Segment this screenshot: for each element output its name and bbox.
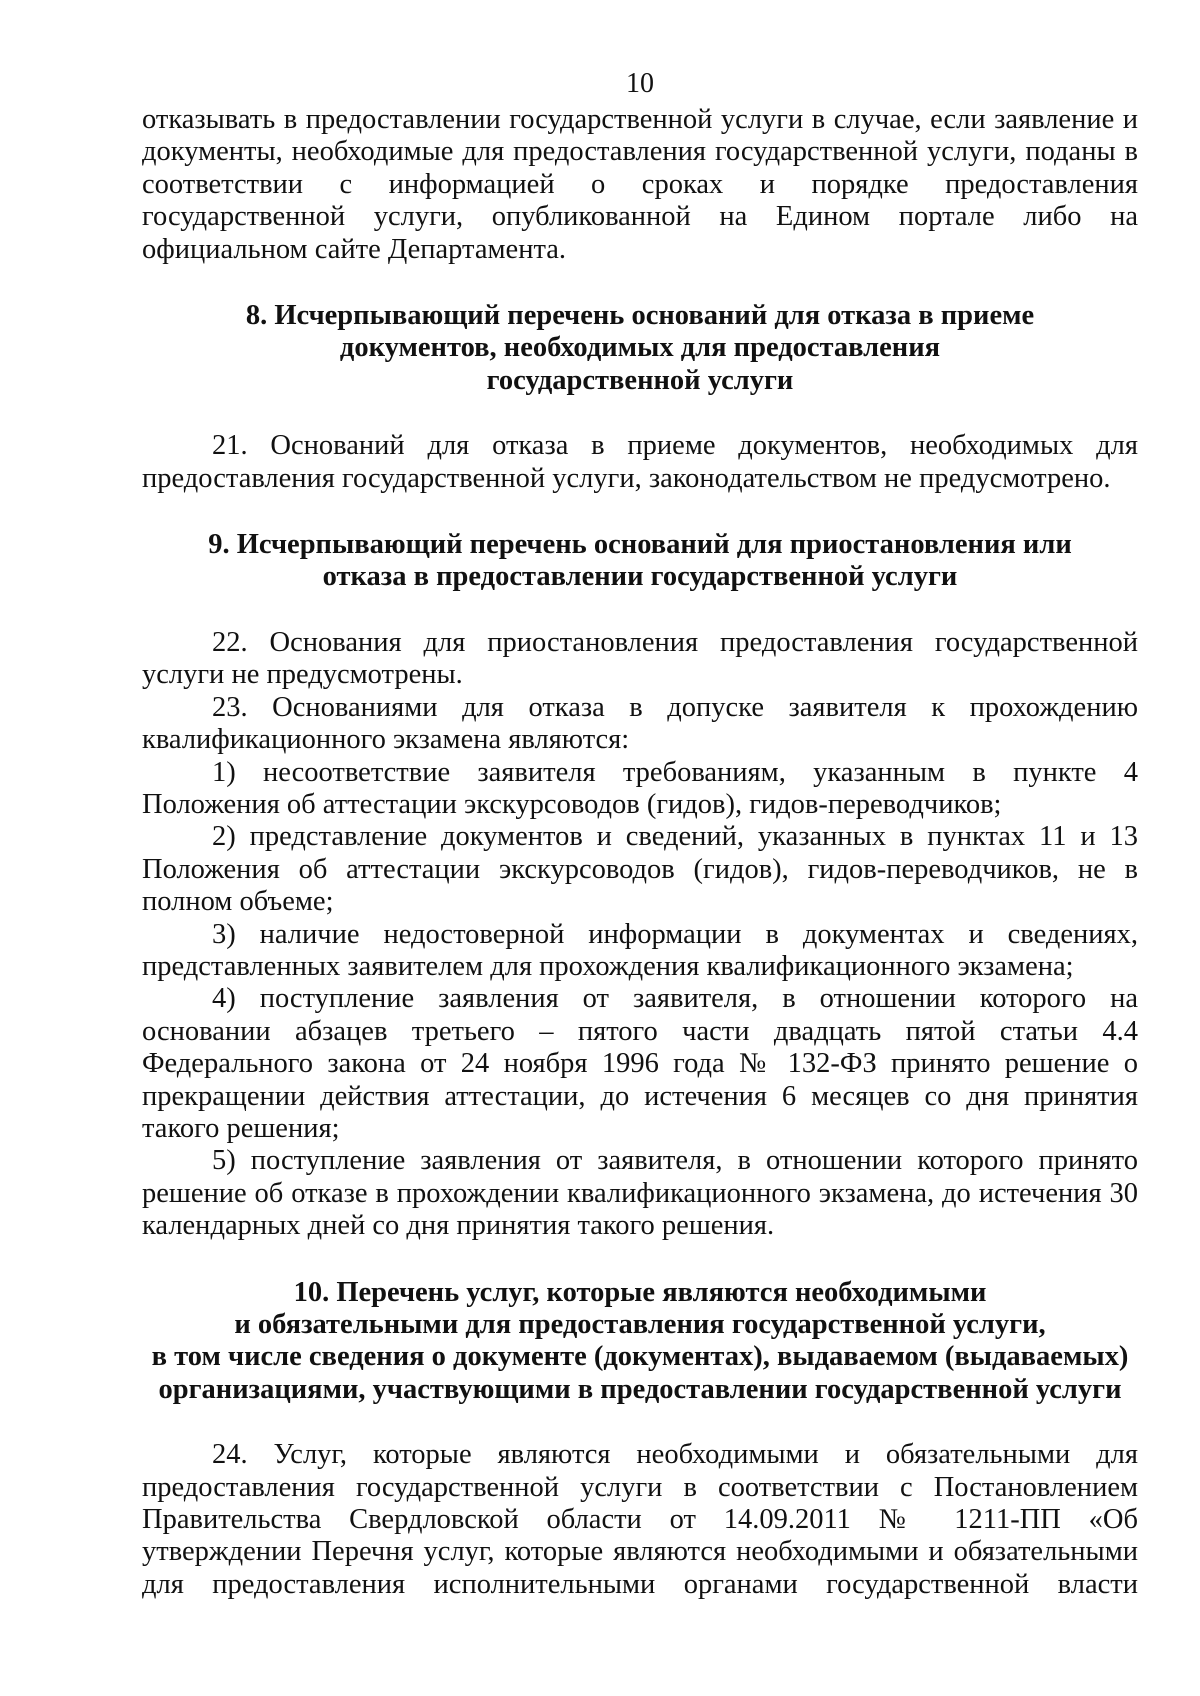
section-9-heading-line: отказа в предоставлении государственной услуги xyxy=(322,561,958,593)
section-9-heading-line: 9. Исчерпывающий перечень оснований для приостановления или xyxy=(208,529,1072,561)
section-8-heading-line: 8. Исчерпывающий перечень оснований для отказа в приеме xyxy=(245,300,1035,332)
paragraph-23: 23. Основаниями для отказа в допуске заявителя к прохождению квалификационного экзамена являются: xyxy=(142,691,1138,756)
section-10-heading-line: и обязательными для предоставления государственной услуги, xyxy=(234,1309,1046,1340)
section-8-heading xyxy=(142,300,1138,397)
paragraph-22: 22. Основания для приостановления предоставления государственной услуги не предусмотрены. xyxy=(142,626,1138,691)
section-10-heading-line: 10. Перечень услуг, которые являются необходимыми xyxy=(293,1276,987,1308)
document-page xyxy=(142,68,1138,1601)
section-8-heading-line: государственной услуги xyxy=(486,364,794,396)
list-item-3: 3) наличие недостоверной информации в документах и сведениях, представленных заявителем для прохождения квалификационного экзамена; xyxy=(142,918,1138,982)
paragraph-24: 24. Услуг, которые являются необходимыми и обязательными для предоставления государственной услуги в соответствии с Постановлением Правительства Свердловской области от 14.09.2011 № 1211-ПП «Об утверждении Перечня услуг, которые являются необходимыми и обязательными для предоставления исполнительными органами государственной власти xyxy=(142,1439,1138,1600)
section-9-heading xyxy=(142,529,1138,594)
paragraph-21: 21. Оснований для отказа в приеме документов, необходимых для предоставления государственной услуги, законодательством не предусмотрено. xyxy=(142,430,1138,494)
list-item-2: 2) представление документов и сведений, указанных в пунктах 11 и 13 Положения об аттестации экскурсоводов (гидов), гидов-переводчиков, не в полном объеме; xyxy=(142,821,1138,918)
section-10-heading-line: организациями, участвующими в предоставлении государственной услуги xyxy=(158,1373,1122,1405)
section-10-heading xyxy=(142,1277,1138,1407)
list-item-4: 4) поступление заявления от заявителя, в отношении которого на основании абзацев третьего – пятого части двадцать пятой статьи 4.4 Федерального закона от 24 ноября 1996 года № 132-ФЗ принято решение о прекращении действия аттестации, до истечения 6 месяцев со дня принятия такого решения; xyxy=(142,983,1138,1144)
list-item-5: 5) поступление заявления от заявителя, в отношении которого принято решение об отказе в прохождении квалификационного экзамена, до истечения 30 календарных дней со дня принятия такого решения. xyxy=(142,1145,1138,1242)
list-item-1: 1) несоответствие заявителя требованиям, указанным в пункте 4 Положения об аттестации экскурсоводов (гидов), гидов-переводчиков; xyxy=(142,756,1138,820)
section-10-heading-line: в том числе сведения о документе (документах), выдаваемом (выдаваемых) xyxy=(151,1341,1129,1373)
section-8-heading-line: документов, необходимых для предоставления xyxy=(339,332,941,364)
intro-paragraph: отказывать в предоставлении государственной услуги в случае, если заявление и документы, необходимые для предоставления государственной услуги, поданы в соответствии с информацией о сроках и порядке предоставления государственной услуги, опубликованной на Едином портале либо на официальном сайте Департамента. xyxy=(142,104,1138,265)
page-number: 10 xyxy=(626,68,654,99)
